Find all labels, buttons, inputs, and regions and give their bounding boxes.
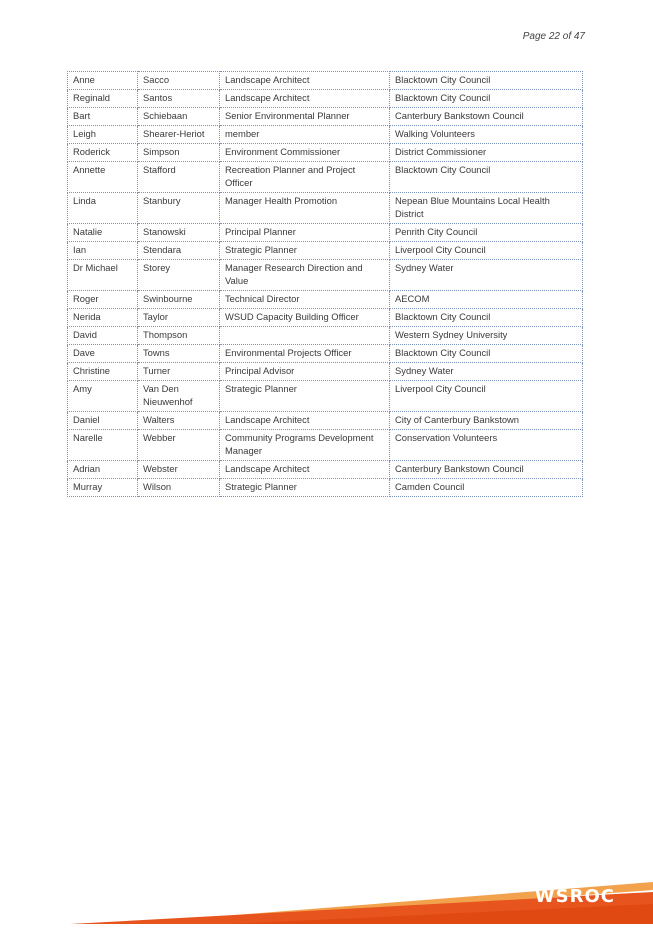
table-row	[68, 345, 583, 363]
last-name-cell: Swinbourne	[138, 291, 220, 309]
organisation-cell: Sydney Water	[390, 260, 583, 291]
last-name-cell: Taylor	[138, 309, 220, 327]
organisation-cell: Conservation Volunteers	[390, 430, 583, 461]
last-name-cell: Thompson	[138, 327, 220, 345]
role-cell: Landscape Architect	[220, 72, 390, 90]
role-cell: Community Programs Development Manager	[220, 430, 390, 461]
role-cell: Landscape Architect	[220, 412, 390, 430]
organisation-cell: Liverpool City Council	[390, 242, 583, 260]
table-row	[68, 381, 583, 412]
role-cell: Landscape Architect	[220, 90, 390, 108]
role-cell: Landscape Architect	[220, 461, 390, 479]
last-name-cell: Towns	[138, 345, 220, 363]
first-name-cell: Dr Michael	[68, 260, 138, 291]
last-name-cell: Shearer-Heriot	[138, 126, 220, 144]
role-cell: Environmental Projects Officer	[220, 345, 390, 363]
last-name-cell: Stafford	[138, 162, 220, 193]
organisation-cell: Blacktown City Council	[390, 162, 583, 193]
table-row	[68, 108, 583, 126]
first-name-cell: Adrian	[68, 461, 138, 479]
last-name-cell: Simpson	[138, 144, 220, 162]
last-name-cell: Wilson	[138, 479, 220, 497]
organisation-cell: Canterbury Bankstown Council	[390, 461, 583, 479]
organisation-cell: Blacktown City Council	[390, 72, 583, 90]
table-row	[68, 193, 583, 224]
organisation-cell: Sydney Water	[390, 363, 583, 381]
last-name-cell: Walters	[138, 412, 220, 430]
role-cell: Senior Environmental Planner	[220, 108, 390, 126]
table-row	[68, 144, 583, 162]
role-cell: Manager Research Direction and Value	[220, 260, 390, 291]
first-name-cell: Christine	[68, 363, 138, 381]
table-row	[68, 72, 583, 90]
attendee-table-body	[68, 72, 583, 497]
first-name-cell: Roderick	[68, 144, 138, 162]
first-name-cell: Murray	[68, 479, 138, 497]
page-number: Page 22 of 47	[522, 31, 585, 42]
table-row	[68, 363, 583, 381]
organisation-cell: Canterbury Bankstown Council	[390, 108, 583, 126]
organisation-cell: Walking Volunteers	[390, 126, 583, 144]
organisation-cell: Liverpool City Council	[390, 381, 583, 412]
first-name-cell: Annette	[68, 162, 138, 193]
table-row	[68, 412, 583, 430]
first-name-cell: Bart	[68, 108, 138, 126]
wsroc-logo: WSROC	[534, 886, 615, 907]
last-name-cell: Turner	[138, 363, 220, 381]
table-row	[68, 430, 583, 461]
role-cell: WSUD Capacity Building Officer	[220, 309, 390, 327]
role-cell: Strategic Planner	[220, 381, 390, 412]
first-name-cell: Reginald	[68, 90, 138, 108]
organisation-cell: Nepean Blue Mountains Local Health District	[390, 193, 583, 224]
last-name-cell: Stanowski	[138, 224, 220, 242]
role-cell	[220, 327, 390, 345]
organisation-cell: Blacktown City Council	[390, 90, 583, 108]
last-name-cell: Santos	[138, 90, 220, 108]
last-name-cell: Webster	[138, 461, 220, 479]
table-row	[68, 126, 583, 144]
attendee-table	[67, 71, 583, 497]
first-name-cell: Narelle	[68, 430, 138, 461]
organisation-cell: City of Canterbury Bankstown	[390, 412, 583, 430]
role-cell: Principal Planner	[220, 224, 390, 242]
last-name-cell: Stendara	[138, 242, 220, 260]
role-cell: Strategic Planner	[220, 242, 390, 260]
organisation-cell: Western Sydney University	[390, 327, 583, 345]
first-name-cell: Nerida	[68, 309, 138, 327]
first-name-cell: Dave	[68, 345, 138, 363]
first-name-cell: Linda	[68, 193, 138, 224]
role-cell: Environment Commissioner	[220, 144, 390, 162]
first-name-cell: Natalie	[68, 224, 138, 242]
role-cell: Manager Health Promotion	[220, 193, 390, 224]
table-row	[68, 461, 583, 479]
first-name-cell: Anne	[68, 72, 138, 90]
first-name-cell: Roger	[68, 291, 138, 309]
organisation-cell: Blacktown City Council	[390, 345, 583, 363]
last-name-cell: Van Den Nieuwenhof	[138, 381, 220, 412]
role-cell: Recreation Planner and Project Officer	[220, 162, 390, 193]
last-name-cell: Stanbury	[138, 193, 220, 224]
first-name-cell: Daniel	[68, 412, 138, 430]
first-name-cell: Ian	[68, 242, 138, 260]
footer-banner	[0, 864, 653, 924]
organisation-cell: AECOM	[390, 291, 583, 309]
organisation-cell: Penrith City Council	[390, 224, 583, 242]
table-row	[68, 479, 583, 497]
role-cell: Principal Advisor	[220, 363, 390, 381]
table-row	[68, 291, 583, 309]
first-name-cell: Amy	[68, 381, 138, 412]
first-name-cell: Leigh	[68, 126, 138, 144]
role-cell: Technical Director	[220, 291, 390, 309]
table-row	[68, 327, 583, 345]
organisation-cell: District Commissioner	[390, 144, 583, 162]
table-row	[68, 224, 583, 242]
table-row	[68, 242, 583, 260]
role-cell: member	[220, 126, 390, 144]
organisation-cell: Camden Council	[390, 479, 583, 497]
last-name-cell: Storey	[138, 260, 220, 291]
table-row	[68, 260, 583, 291]
last-name-cell: Sacco	[138, 72, 220, 90]
role-cell: Strategic Planner	[220, 479, 390, 497]
last-name-cell: Schiebaan	[138, 108, 220, 126]
last-name-cell: Webber	[138, 430, 220, 461]
table-row	[68, 162, 583, 193]
organisation-cell: Blacktown City Council	[390, 309, 583, 327]
table-row	[68, 309, 583, 327]
table-row	[68, 90, 583, 108]
first-name-cell: David	[68, 327, 138, 345]
